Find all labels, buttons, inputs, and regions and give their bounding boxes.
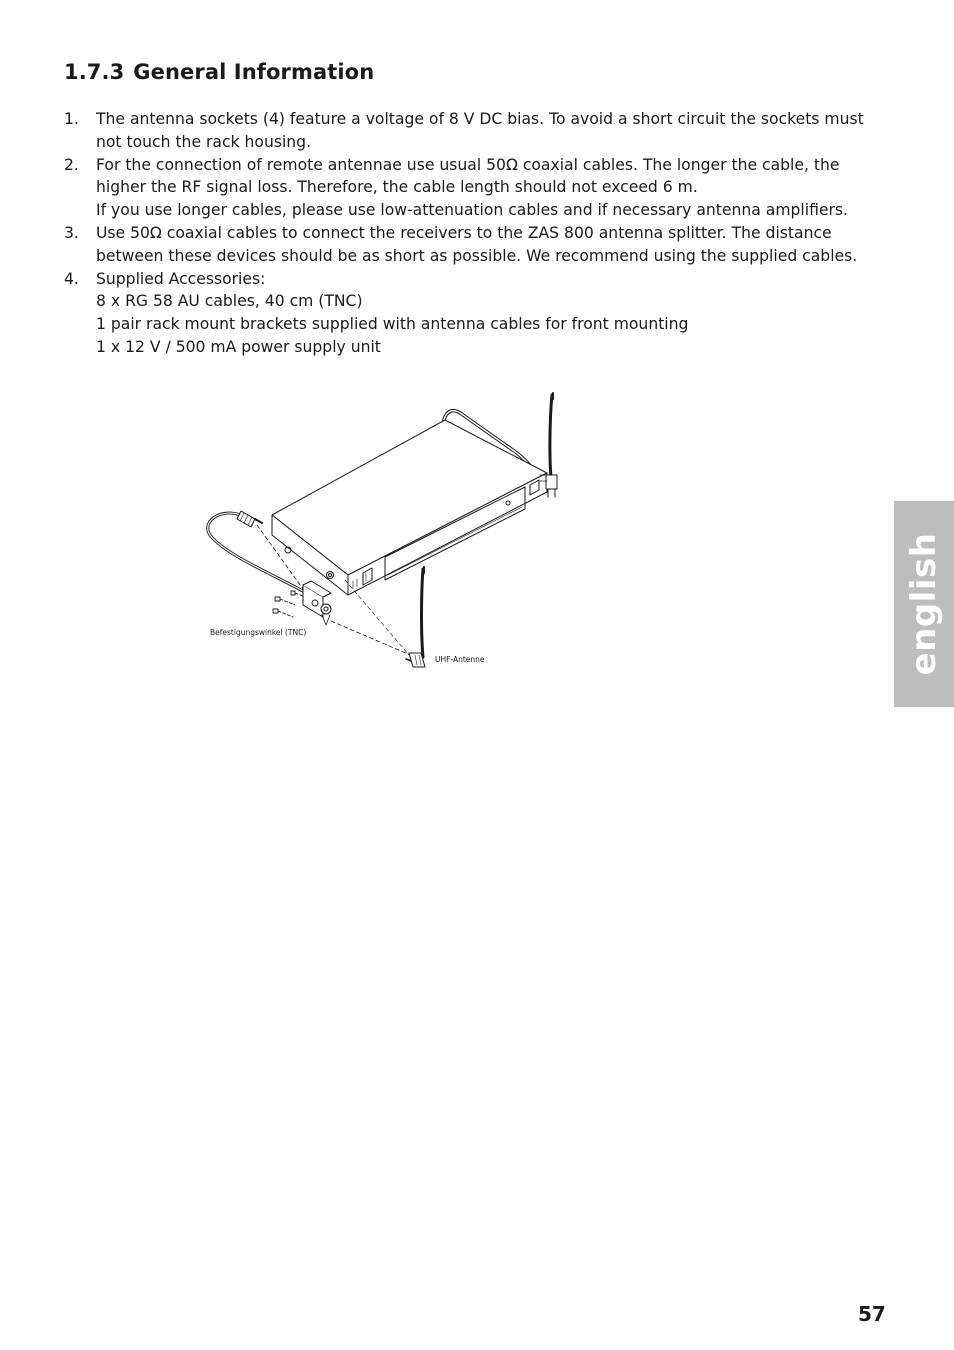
information-list (64, 108, 864, 359)
list-item-number: 2. (64, 155, 79, 174)
language-tab-label: english (904, 532, 944, 676)
antenna-label: UHF-Antenne (435, 655, 485, 664)
list-item-number: 1. (64, 110, 79, 128)
bracket-label: Befestigungswinkel (TNC) (210, 628, 307, 637)
accessory-item: 1 x 12 V / 500 mA power supply unit (96, 337, 381, 356)
list-item-text: For the connection of remote antennae use usual 50Ω coaxial cables. The longer the cable, the higher the RF signal loss. Therefore, the cable length should not exceed 6 m. (96, 155, 840, 197)
section-title: General Information (133, 60, 375, 84)
list-item (64, 268, 864, 359)
list-item-number: 3. (64, 223, 79, 242)
section-heading (64, 60, 374, 84)
accessory-item: 1 pair rack mount brackets supplied with antenna cables for front mounting (96, 315, 689, 334)
list-item (64, 222, 864, 268)
list-item-number: 4. (64, 269, 79, 288)
rack-mount-illustration (195, 385, 595, 680)
list-item-text: If you use longer cables, please use low-attenuation cables and if necessary antenna amplifiers. (96, 201, 849, 220)
language-tab (894, 501, 954, 707)
section-number: 1.7.3 (64, 60, 125, 84)
list-item (64, 154, 864, 222)
accessory-item: 8 x RG 58 AU cables, 40 cm (TNC) (96, 292, 363, 311)
list-item-text: Supplied Accessories: (96, 269, 266, 288)
list-item-text: Use 50Ω coaxial cables to connect the receivers to the ZAS 800 antenna splitter. The distance between these devices should be as short as possible. We recommend using the supplied cables. (96, 223, 858, 265)
page-number: 57 (858, 1302, 886, 1326)
list-item (64, 108, 864, 154)
list-item-text: The antenna sockets (4) feature a voltage of 8 V DC bias. To avoid a short circuit the sockets must not touch the rack housing. (96, 110, 864, 151)
